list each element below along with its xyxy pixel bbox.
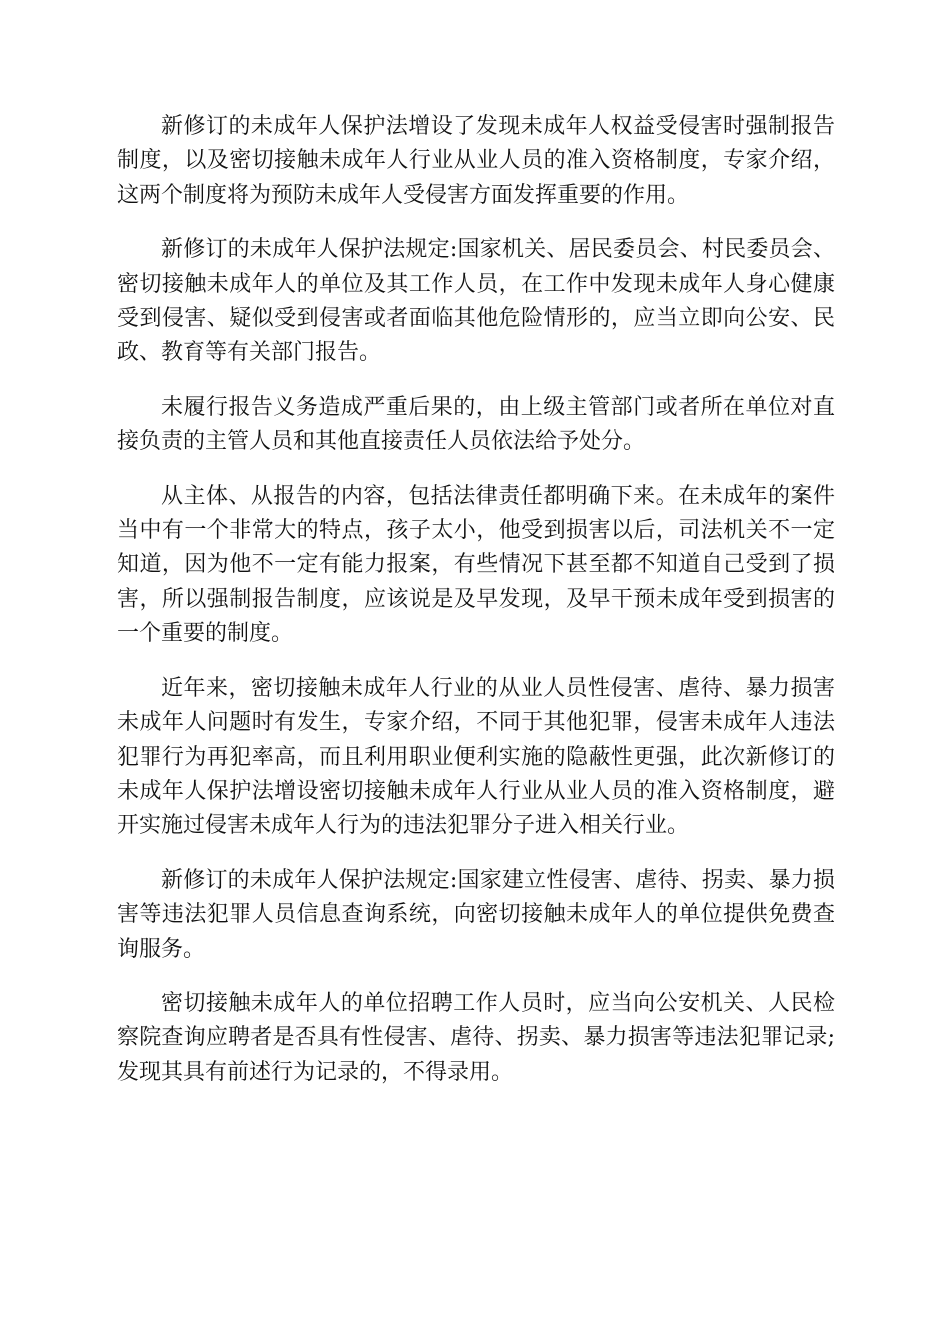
document-body xyxy=(117,110,835,1110)
paragraph-4: 从主体、从报告的内容，包括法律责任都明确下来。在未成年的案件当中有一个非常大的特点，孩子太小，他受到损害以后，司法机关不一定知道，因为他不一定有能力报案，有些情况下甚至都不知道自己受到了损害，所以强制报告制度，应该说是及早发现，及早干预未成年受到损害的一个重要的制度。 xyxy=(117,483,835,647)
paragraph-5: 近年来，密切接触未成年人行业的从业人员性侵害、虐待、暴力损害未成年人问题时有发生，专家介绍，不同于其他犯罪，侵害未成年人违法犯罪行为再犯率高，而且利用职业便利实施的隐蔽性更强，此次新修订的未成年人保护法增设密切接触未成年人行业从业人员的准入资格制度，避开实施过侵害未成年人行为的违法犯罪分子进入相关行业。 xyxy=(117,675,835,839)
paragraph-2: 新修订的未成年人保护法规定:国家机关、居民委员会、村民委员会、密切接触未成年人的单位及其工作人员，在工作中发现未成年人身心健康受到侵害、疑似受到侵害或者面临其他危险情形的，应当立即向公安、民政、教育等有关部门报告。 xyxy=(117,237,835,366)
paragraph-7: 密切接触未成年人的单位招聘工作人员时，应当向公安机关、人民检察院查询应聘者是否具有性侵害、虐待、拐卖、暴力损害等违法犯罪记录;发现其具有前述行为记录的，不得录用。 xyxy=(117,990,835,1085)
paragraph-6: 新修订的未成年人保护法规定:国家建立性侵害、虐待、拐卖、暴力损害等违法犯罪人员信息查询系统，向密切接触未成年人的单位提供免费查询服务。 xyxy=(117,867,835,962)
paragraph-3: 未履行报告义务造成严重后果的，由上级主管部门或者所在单位对直接负责的主管人员和其他直接责任人员依法给予处分。 xyxy=(117,394,835,455)
paragraph-1: 新修订的未成年人保护法增设了发现未成年人权益受侵害时强制报告制度，以及密切接触未成年人行业从业人员的准入资格制度，专家介绍，这两个制度将为预防未成年人受侵害方面发挥重要的作用。 xyxy=(117,114,835,208)
